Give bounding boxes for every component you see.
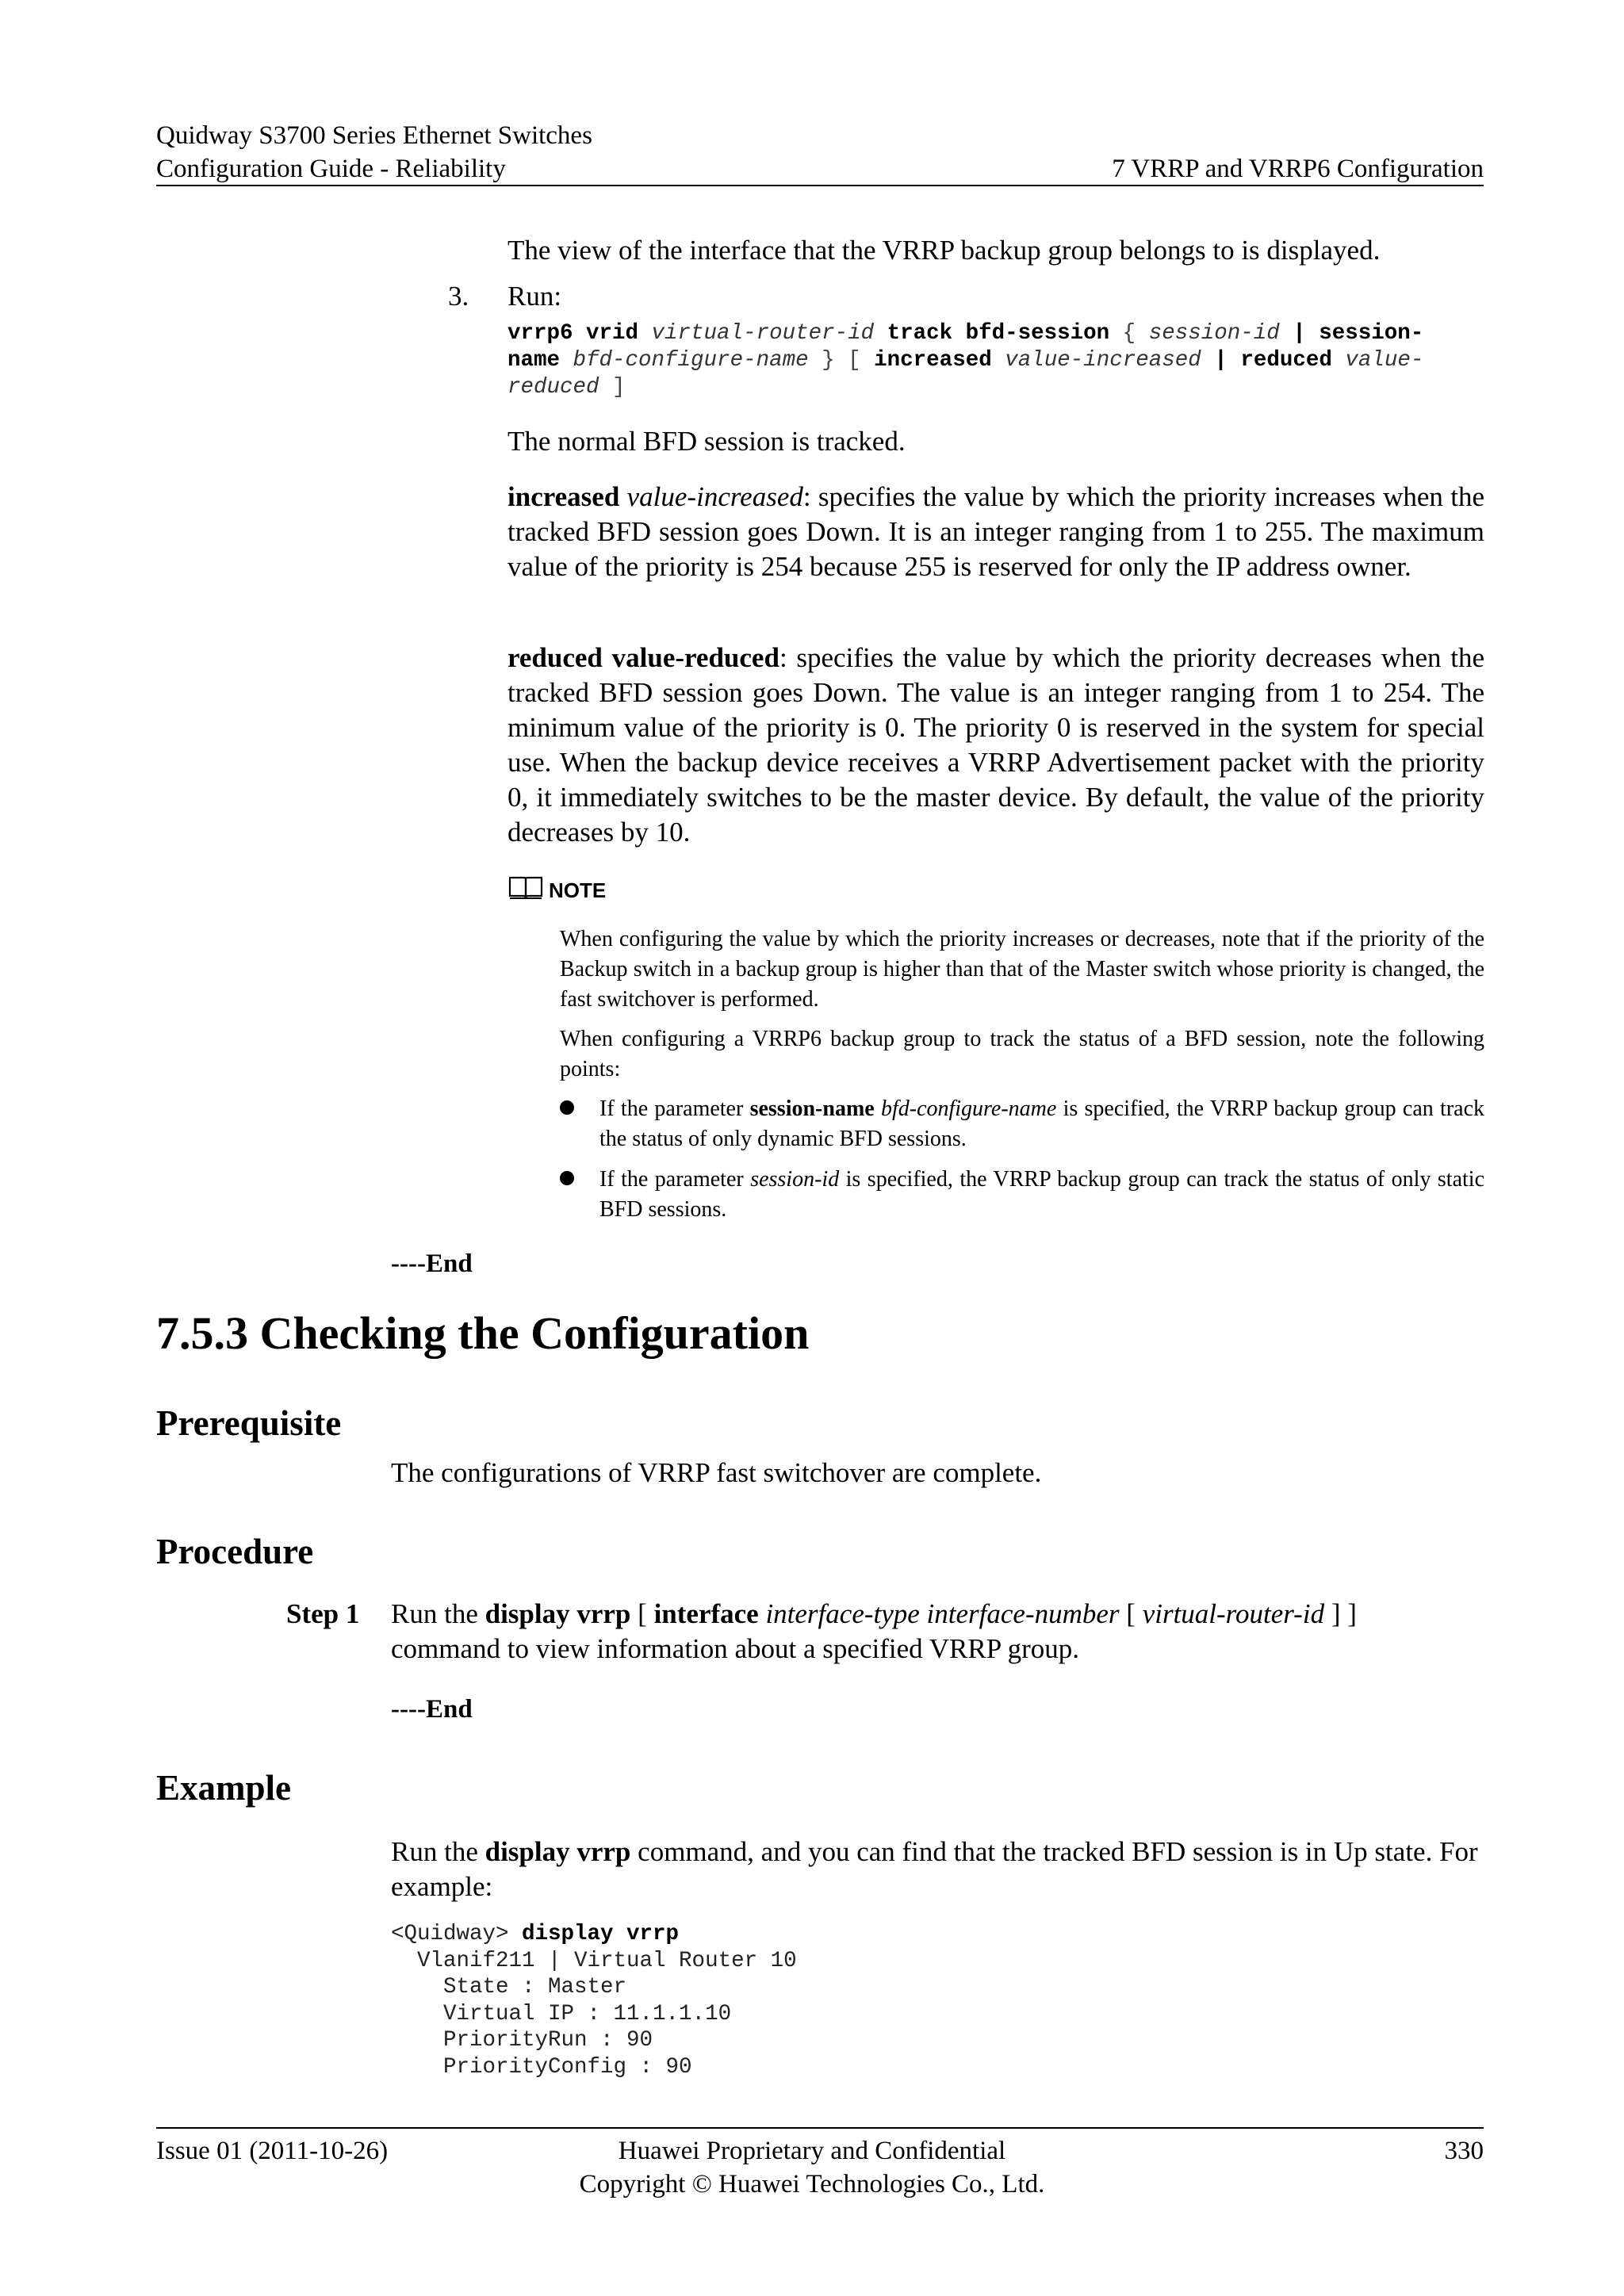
note-label: NOTE	[549, 878, 607, 902]
code-prompt-line: <Quidway> display vrrp	[391, 1922, 680, 1946]
step-result: The normal BFD session is tracked.	[508, 426, 906, 457]
header-product: Quidway S3700 Series Ethernet Switches	[156, 121, 592, 150]
step-1-label: Step 1	[286, 1598, 360, 1629]
footer-confidential: Huawei Proprietary and Confidential	[618, 2137, 1006, 2165]
page-number: 330	[1444, 2137, 1484, 2165]
bullet-dot-icon	[560, 1171, 574, 1185]
prerequisite-heading: Prerequisite	[156, 1403, 342, 1443]
header-guide: Configuration Guide - Reliability	[156, 155, 506, 183]
prerequisite-text: The configurations of VRRP fast switchover are complete.	[391, 1457, 1042, 1488]
bullet-dot-icon	[560, 1100, 574, 1115]
procedure-step-1: Run the display vrrp [ interface interface-type interface-number [ virtual-router-id ] ] command to view information about a specified VRRP group.	[391, 1598, 1357, 1664]
section-title: 7.5.3 Checking the Configuration	[156, 1307, 810, 1359]
code-line: Vlanif211 | Virtual Router 10	[391, 1948, 797, 1973]
example-heading: Example	[156, 1768, 292, 1808]
code-line: State : Master	[391, 1975, 627, 1999]
command-syntax	[508, 320, 1484, 401]
note-para-1: When configuring the value by which the priority increases or decreases, note that if the priority of the Backup switch in a backup group is higher than that of the Master switch whose priority is changed, the fast switchover is performed.	[560, 927, 1484, 1012]
command-line-3: reduced ]	[508, 375, 626, 400]
note-para-2: When configuring a VRRP6 backup group to track the status of a BFD session, note the following points:	[560, 1027, 1484, 1081]
code-line: Virtual IP : 11.1.1.10	[391, 2001, 732, 2026]
code-line: PriorityConfig : 90	[391, 2054, 692, 2080]
footer-copyright: Copyright © Huawei Technologies Co., Ltd.	[579, 2170, 1045, 2198]
code-line: PriorityRun : 90	[391, 2028, 653, 2053]
command-line-2: name bfd-configure-name } [ increased value-increased | reduced value-	[508, 348, 1424, 373]
header-chapter: 7 VRRP and VRRP6 Configuration	[1112, 155, 1484, 183]
end-marker: ----End	[391, 1695, 473, 1724]
intro-text: The view of the interface that the VRRP backup group belongs to is displayed.	[508, 235, 1381, 266]
header-rule	[156, 185, 1484, 186]
param-reduced-desc: reduced value-reduced: specifies the value by which the priority decreases when the tracked BFD session goes Down. The value is an integer ranging from 1 to 254. The minimum value of the priority is 0. The priority 0 is reserved in the system for special use. When the backup device receives a VRRP Advertisement packet with the priority 0, it immediately switches to be the master device. By default, the value of the priority decreases by 10.	[508, 642, 1485, 848]
param-increased-desc: increased value-increased: specifies the value by which the priority increases when the tracked BFD session goes Down. It is an integer ranging from 1 to 255. The maximum value of the priority is 254 because 255 is reserved for only the IP address owner.	[508, 481, 1485, 582]
footer-rule	[156, 2127, 1484, 2129]
book-icon	[508, 874, 544, 905]
end-marker: ----End	[391, 1249, 473, 1278]
command-line-1: vrrp6 vrid virtual-router-id track bfd-session { session-id | session-	[508, 321, 1424, 346]
code-block	[391, 1921, 797, 2080]
step-label: Run:	[508, 281, 562, 312]
footer-issue: Issue 01 (2011-10-26)	[156, 2137, 389, 2165]
note-bullet-1: If the parameter session-name bfd-configure-name is specified, the VRRP backup group can track the status of only dynamic BFD sessions.	[599, 1096, 1484, 1151]
note-bullet-2: If the parameter session-id is specified, the VRRP backup group can track the status of only static BFD sessions.	[599, 1167, 1484, 1222]
procedure-heading: Procedure	[156, 1532, 314, 1571]
example-text: Run the display vrrp command, and you can find that the tracked BFD session is in Up state. For example:	[391, 1836, 1478, 1902]
step-number: 3.	[448, 281, 469, 312]
